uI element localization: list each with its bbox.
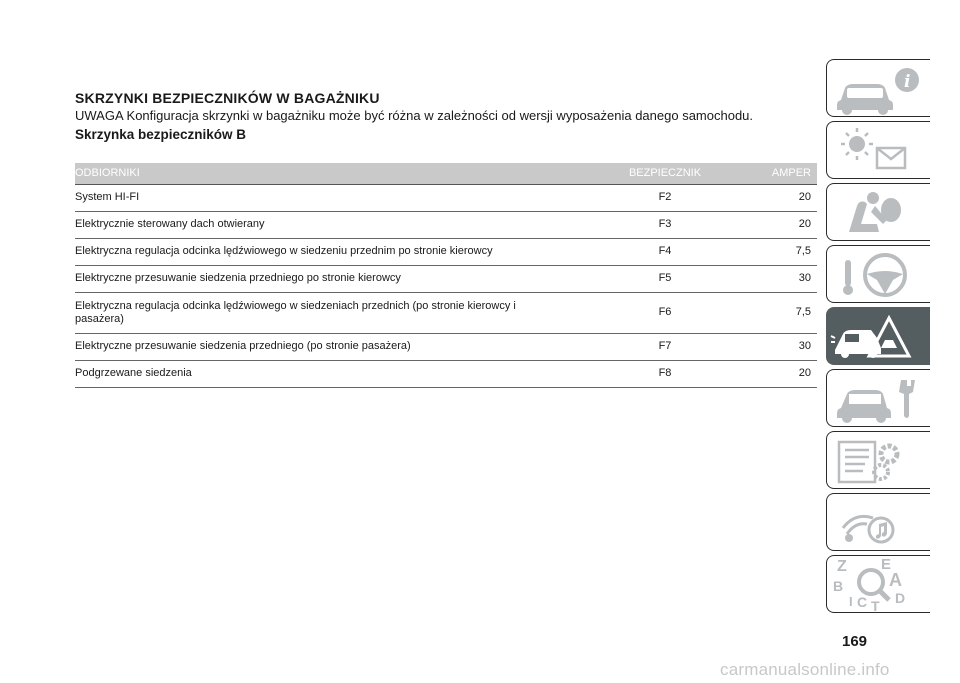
car-emergency-icon bbox=[827, 308, 931, 366]
row-consumer: Elektryczna regulacja odcinka lędźwiowego w siedzeniach przednich (po stronie kierowcy i pasażera) bbox=[75, 292, 595, 333]
row-fuse: F4 bbox=[595, 238, 735, 265]
row-consumer: Elektrycznie sterowany dach otwierany bbox=[75, 211, 595, 238]
svg-text:i: i bbox=[904, 72, 911, 92]
airbag-seat-icon bbox=[827, 184, 931, 242]
row-amper: 7,5 bbox=[735, 238, 817, 265]
multimedia-icon bbox=[827, 494, 931, 552]
index-letter: T bbox=[871, 598, 880, 614]
index-letter: E bbox=[881, 556, 892, 573]
header-consumers: ODBIORNIKI bbox=[75, 163, 595, 184]
fuse-box-subtitle: Skrzynka bezpieczników B bbox=[75, 127, 247, 142]
car-service-icon bbox=[827, 370, 931, 428]
index-letter: A bbox=[889, 570, 902, 590]
index-letter: Z bbox=[837, 558, 847, 575]
row-amper: 30 bbox=[735, 265, 817, 292]
watermark: carmanualsonline.info bbox=[720, 660, 890, 679]
tab-index[interactable] bbox=[826, 555, 930, 613]
row-consumer: System HI-FI bbox=[75, 184, 595, 211]
tab-steering-wheel[interactable] bbox=[826, 245, 930, 303]
config-note: UWAGA Konfiguracja skrzynki w bagażniku może być różna w zależności od wersji wyposażenia danego samochodu. bbox=[75, 108, 754, 123]
row-amper: 7,5 bbox=[735, 292, 817, 333]
row-fuse: F6 bbox=[595, 292, 735, 333]
header-fuse: BEZPIECZNIK bbox=[595, 163, 735, 184]
row-fuse: F7 bbox=[595, 333, 735, 360]
row-consumer: Elektryczne przesuwanie siedzenia przedniego (po stronie pasażera) bbox=[75, 333, 595, 360]
table-row bbox=[75, 238, 817, 265]
row-fuse: F5 bbox=[595, 265, 735, 292]
index-letter: I bbox=[849, 594, 853, 609]
tab-airbag-seat[interactable] bbox=[826, 183, 930, 241]
tab-technical-data[interactable] bbox=[826, 431, 930, 489]
index-letter: D bbox=[895, 590, 906, 606]
tab-multimedia[interactable] bbox=[826, 493, 930, 551]
tab-warning-lights[interactable] bbox=[826, 121, 930, 179]
technical-data-icon bbox=[827, 432, 931, 490]
table-row bbox=[75, 292, 817, 333]
car-info-icon bbox=[827, 60, 931, 118]
section-title: SKRZYNKI BEZPIECZNIKÓW W BAGAŻNIKU bbox=[75, 90, 380, 106]
row-amper: 20 bbox=[735, 184, 817, 211]
steering-wheel-icon bbox=[827, 246, 931, 304]
header-amper: AMPER bbox=[735, 163, 817, 184]
row-amper: 30 bbox=[735, 333, 817, 360]
row-fuse: F2 bbox=[595, 184, 735, 211]
table-header-row bbox=[75, 163, 817, 184]
index-letter: C bbox=[857, 594, 868, 610]
row-consumer: Podgrzewane siedzenia bbox=[75, 360, 595, 387]
table-row bbox=[75, 184, 817, 211]
fuse-table bbox=[75, 163, 817, 388]
tab-car-info[interactable] bbox=[826, 59, 930, 117]
row-fuse: F3 bbox=[595, 211, 735, 238]
tab-car-service[interactable] bbox=[826, 369, 930, 427]
row-consumer: Elektryczna regulacja odcinka lędźwiowego w siedzeniu przednim po stronie kierowcy bbox=[75, 238, 595, 265]
page-number: 169 bbox=[842, 633, 868, 650]
row-consumer: Elektryczne przesuwanie siedzenia przedniego po stronie kierowcy bbox=[75, 265, 595, 292]
row-amper: 20 bbox=[735, 211, 817, 238]
table-row bbox=[75, 360, 817, 387]
table-row bbox=[75, 265, 817, 292]
index-letter: B bbox=[833, 578, 844, 594]
table-row bbox=[75, 211, 817, 238]
warning-lights-icon bbox=[827, 122, 931, 180]
table-row bbox=[75, 333, 817, 360]
row-fuse: F8 bbox=[595, 360, 735, 387]
row-amper: 20 bbox=[735, 360, 817, 387]
tab-emergency[interactable] bbox=[826, 307, 930, 365]
